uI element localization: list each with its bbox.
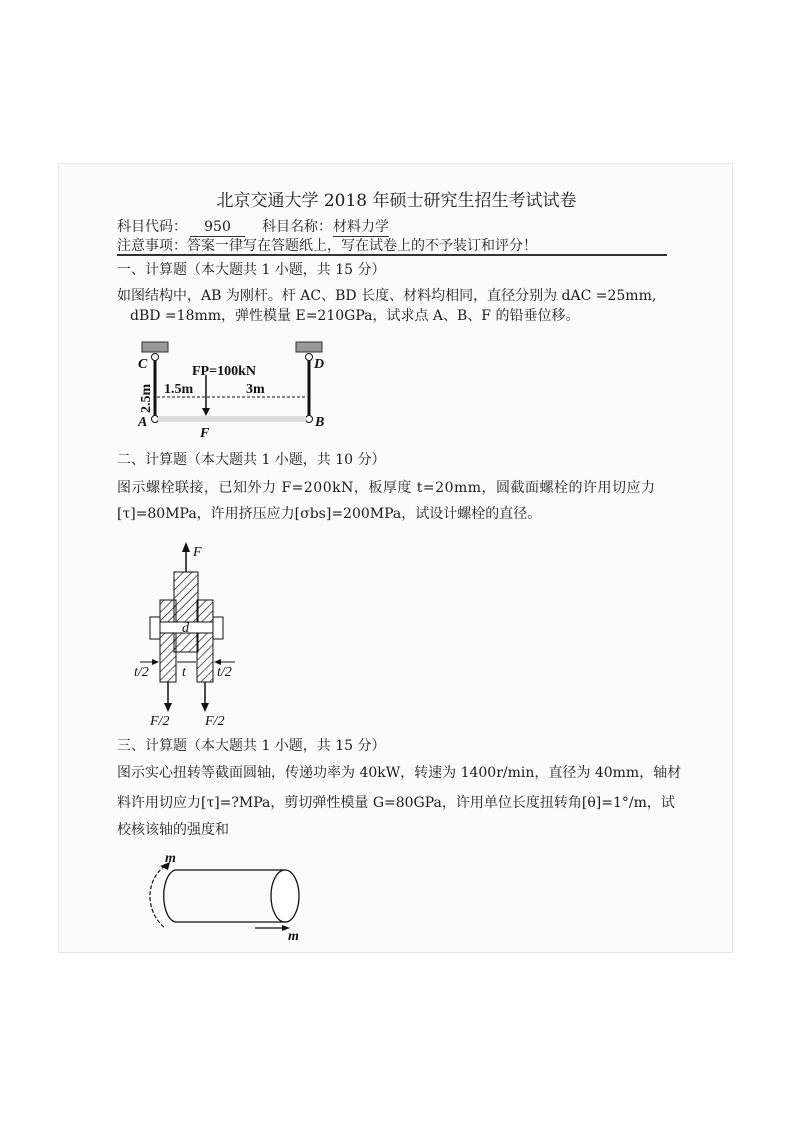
label-B: B (315, 415, 325, 430)
q2-heading: 二、计算题（本大题共 1 小题，共 10 分） (117, 452, 386, 468)
moment-label-bottom: m (288, 929, 299, 944)
label-F: F (193, 545, 202, 560)
label-C: C (138, 357, 148, 372)
height-label: 2.5m (139, 383, 154, 413)
label-F: F (200, 426, 210, 441)
label-t-half-right: t/2 (217, 665, 232, 680)
q1-text-line2: dBD =18mm，弹性模量 E=210GPa，试求点 A、B、F 的铅垂位移。 (130, 308, 580, 324)
q1-heading: 一、计算题（本大题共 1 小题，共 15 分） (117, 262, 386, 278)
label-F-half-left: F/2 (150, 714, 170, 729)
notice: 注意事项：答案一律写在答题纸上，写在试卷上的不予装订和评分！ (117, 238, 537, 254)
length-2: 3m (246, 382, 265, 397)
q3-heading: 三、计算题（本大题共 1 小题，共 15 分） (117, 738, 386, 754)
force-label: FP=100kN (192, 364, 256, 379)
q2-text-line2: [τ]=80MPa，许用挤压应力[σbs]=200MPa，试设计螺栓的直径。 (117, 506, 542, 522)
subject-name-label: 科目名称： (262, 219, 332, 235)
length-1: 1.5m (164, 382, 194, 397)
subject-code-value: 950 (190, 218, 245, 237)
q1-text-line1: 如图结构中，AB 为刚杆。杆 AC、BD 长度、材料均相同，直径分别为 dAC =25mm, (117, 288, 657, 304)
label-A: A (138, 415, 148, 430)
label-F-half-right: F/2 (205, 714, 225, 729)
subject-code-label: 科目代码： (117, 219, 187, 235)
label-t: t (182, 665, 186, 680)
q2-text-line1: 图示螺栓联接，已知外力 F=200kN，板厚度 t=20mm，圆截面螺栓的许用切应力 (117, 480, 656, 496)
label-D: D (314, 357, 325, 372)
q3-text-line3: 校核该轴的强度和 (117, 822, 229, 838)
exam-title: 北京交通大学 2018 年硕士研究生招生考试试卷 (216, 191, 577, 211)
moment-label-top: m (165, 851, 176, 866)
label-d: d (182, 621, 189, 636)
subject-name-value: 材料力学 (333, 219, 389, 235)
q3-text-line2: 料许用切应力[τ]=?MPa，剪切弹性模量 G=80GPa，许用单位长度扭转角[θ]=1°/m，试 (117, 795, 675, 811)
q3-text-line1: 图示实心扭转等截面圆轴，传递功率为 40kW，转速为 1400r/min，直径为 40mm，轴材 (117, 765, 682, 781)
label-t-half-left: t/2 (134, 665, 149, 680)
